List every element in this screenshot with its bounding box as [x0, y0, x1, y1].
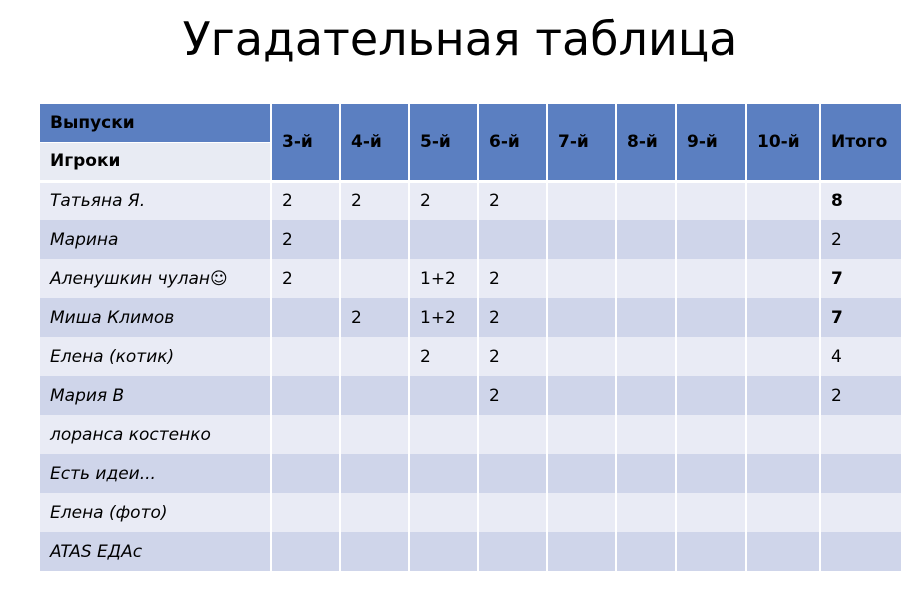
player-name-cell: Есть идеи... [40, 454, 271, 493]
score-cell [547, 454, 616, 493]
total-cell: 8 [820, 181, 902, 220]
score-cell [616, 415, 676, 454]
column-header: 10-й [746, 104, 820, 181]
score-cell [409, 493, 478, 532]
total-cell: 7 [820, 259, 902, 298]
score-cell: 2 [271, 220, 340, 259]
total-cell: 4 [820, 337, 902, 376]
score-cell [676, 532, 746, 571]
score-cell [547, 181, 616, 220]
score-cell [271, 454, 340, 493]
table-row [40, 493, 902, 532]
score-cell [746, 415, 820, 454]
score-cell [478, 454, 547, 493]
score-cell: 1+2 [409, 259, 478, 298]
score-cell [616, 181, 676, 220]
score-cell [676, 259, 746, 298]
total-cell [820, 532, 902, 571]
score-cell [547, 298, 616, 337]
score-cell [616, 376, 676, 415]
score-cell [676, 220, 746, 259]
score-cell: 2 [340, 298, 409, 337]
score-cell: 2 [409, 337, 478, 376]
slide-title: Угадательная таблица [182, 12, 738, 66]
score-cell [746, 259, 820, 298]
score-cell [746, 181, 820, 220]
score-cell [340, 376, 409, 415]
score-cell [616, 532, 676, 571]
score-cell [340, 493, 409, 532]
score-cell [547, 415, 616, 454]
total-cell: 2 [820, 376, 902, 415]
score-cell [616, 493, 676, 532]
score-cell [616, 220, 676, 259]
score-cell [271, 298, 340, 337]
table-row [40, 532, 902, 571]
score-cell [616, 454, 676, 493]
score-cell [271, 415, 340, 454]
score-cell: 2 [340, 181, 409, 220]
score-cell [409, 376, 478, 415]
score-cell: 2 [409, 181, 478, 220]
score-cell: 2 [478, 259, 547, 298]
total-cell [820, 493, 902, 532]
column-header: 9-й [676, 104, 746, 181]
score-cell [547, 532, 616, 571]
score-cell [271, 493, 340, 532]
total-cell [820, 415, 902, 454]
score-cell [478, 220, 547, 259]
score-cell [616, 259, 676, 298]
players-header: Игроки [40, 143, 271, 182]
score-cell [616, 337, 676, 376]
column-header: 7-й [547, 104, 616, 181]
score-cell [547, 376, 616, 415]
score-cell [409, 415, 478, 454]
player-name-cell: Татьяна Я. [40, 181, 271, 220]
score-cell [340, 337, 409, 376]
player-name-cell: Аленушкин чулан☺ [40, 259, 271, 298]
score-cell [746, 220, 820, 259]
table-row [40, 220, 902, 259]
score-cell [271, 376, 340, 415]
score-cell [746, 337, 820, 376]
score-cell [409, 532, 478, 571]
score-cell [746, 532, 820, 571]
table-row [40, 337, 902, 376]
total-column-header: Итого [820, 104, 902, 181]
score-cell [676, 337, 746, 376]
score-cell: 2 [478, 298, 547, 337]
score-cell [271, 337, 340, 376]
table-row [40, 259, 902, 298]
score-cell: 2 [271, 181, 340, 220]
score-cell [676, 493, 746, 532]
player-name-cell: лоранса костенко [40, 415, 271, 454]
score-cell [676, 415, 746, 454]
player-name-cell: Марина [40, 220, 271, 259]
score-cell [340, 259, 409, 298]
total-cell: 2 [820, 220, 902, 259]
column-header: 4-й [340, 104, 409, 181]
score-cell [478, 415, 547, 454]
table-body [40, 181, 902, 571]
score-cell [676, 181, 746, 220]
table-header [40, 104, 902, 181]
table-row [40, 298, 902, 337]
player-name-cell: Миша Климов [40, 298, 271, 337]
score-cell [409, 454, 478, 493]
total-cell: 7 [820, 298, 902, 337]
table-row [40, 376, 902, 415]
column-header: 6-й [478, 104, 547, 181]
score-cell [478, 532, 547, 571]
score-cell: 2 [478, 337, 547, 376]
score-cell [340, 220, 409, 259]
player-name-cell: ATAS ЕДАс [40, 532, 271, 571]
score-cell [616, 298, 676, 337]
score-cell [409, 220, 478, 259]
score-cell [746, 454, 820, 493]
table-row [40, 415, 902, 454]
column-header: 8-й [616, 104, 676, 181]
player-name-cell: Елена (фото) [40, 493, 271, 532]
score-cell: 2 [271, 259, 340, 298]
table-row [40, 181, 902, 220]
score-cell [746, 298, 820, 337]
score-cell [746, 493, 820, 532]
player-name-cell: Мария В [40, 376, 271, 415]
score-cell [547, 259, 616, 298]
table-row [40, 454, 902, 493]
player-name-cell: Елена (котик) [40, 337, 271, 376]
total-cell [820, 454, 902, 493]
score-cell: 2 [478, 376, 547, 415]
score-cell [547, 337, 616, 376]
score-cell [676, 298, 746, 337]
column-header: 3-й [271, 104, 340, 181]
score-cell [676, 376, 746, 415]
score-cell [746, 376, 820, 415]
score-cell [271, 532, 340, 571]
score-cell: 2 [478, 181, 547, 220]
score-cell [676, 454, 746, 493]
column-header: 5-й [409, 104, 478, 181]
score-table [40, 104, 903, 571]
score-cell [340, 532, 409, 571]
score-cell [340, 415, 409, 454]
score-cell [478, 493, 547, 532]
score-cell [547, 220, 616, 259]
score-cell: 1+2 [409, 298, 478, 337]
score-cell [547, 493, 616, 532]
issues-header: Выпуски [40, 104, 271, 143]
score-cell [340, 454, 409, 493]
